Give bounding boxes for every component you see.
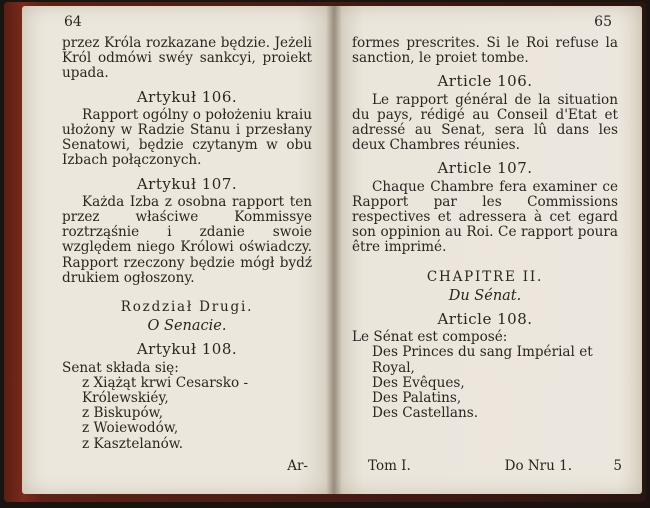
page-footer <box>368 458 622 474</box>
list-item: z Xiążąt krwi Cesarsko - Królewskiéy, <box>82 374 249 407</box>
article-106-text: Le rapport général de la situation du pays, rédigé au Conseil d'Etat et adressé au Senat, sera lû dans les deux Chambres réunies. <box>352 91 618 154</box>
footer-issue: Do Nru 1. <box>504 458 572 474</box>
page-number: 65 <box>594 14 612 30</box>
article-108-heading: Artykuł 108. <box>136 340 238 359</box>
right-text-column <box>352 36 618 421</box>
article-107-heading: Artykuł 107. <box>136 174 238 193</box>
article-106-heading: Artykuł 106. <box>136 87 238 106</box>
left-text-column <box>62 36 312 452</box>
chapter-subtitle: Du Sénat. <box>448 287 522 304</box>
article-107-text: Każda Izba z osobna rapport ten przez właściwe Kommissye roztrząśnie i zdanie swoie względem niego Królowi oświadczy. Rapport rzeczony będzie mógł bydź drukiem ogłoszony. <box>62 193 312 286</box>
footer-signature: 5 <box>613 458 622 474</box>
list-item: Des Evêques, <box>372 374 465 391</box>
article-107-heading: Article 107. <box>437 159 533 178</box>
book-gutter <box>326 6 342 494</box>
list-item: z Kasztelanów. <box>82 435 184 452</box>
footer-volume: Tom I. <box>368 458 411 474</box>
chapter-heading: CHAPITRE II. <box>426 268 544 285</box>
article-108-intro: Senat składa się: <box>62 359 179 376</box>
continued-text: przez Króla rozkazane będzie. Jeżeli Król odmówi swéy sankcyi, proiekt upada. <box>62 35 312 82</box>
list-item: z Biskupów, <box>82 405 164 422</box>
chapter-subtitle: O Senacie. <box>147 318 227 335</box>
list-item: z Woiewodów, <box>82 420 179 437</box>
right-page <box>334 6 642 494</box>
continued-text: formes prescrites. Si le Roi refuse la sanction, le proiet tombe. <box>352 35 618 67</box>
list-item: Des Palatins, <box>372 390 462 407</box>
article-108-list <box>82 376 312 452</box>
article-106-heading: Article 106. <box>437 72 533 91</box>
article-108-intro: Le Sénat est composé: <box>352 329 508 346</box>
chapter-heading: Rozdział Drugi. <box>120 299 254 316</box>
page-number: 64 <box>64 14 82 30</box>
article-108-heading: Article 108. <box>437 310 533 329</box>
left-page <box>22 6 334 494</box>
article-107-text: Chaque Chambre fera examiner ce Rapport par les Commissions respectives et adressera à cet egard son oppinion au Roi. Ce rapport poura être imprimé. <box>352 178 618 256</box>
article-106-text: Rapport ogólny o położeniu kraiu ułożony w Radzie Stanu i przesłany Senatowi, będzie czytanym w obu Izbach połączonych. <box>62 106 313 169</box>
list-item: Des Princes du sang Impérial et Royal, <box>372 344 593 376</box>
article-108-list <box>372 345 618 421</box>
list-item: Des Castellans. <box>372 405 479 422</box>
catchword: Ar- <box>287 458 308 474</box>
